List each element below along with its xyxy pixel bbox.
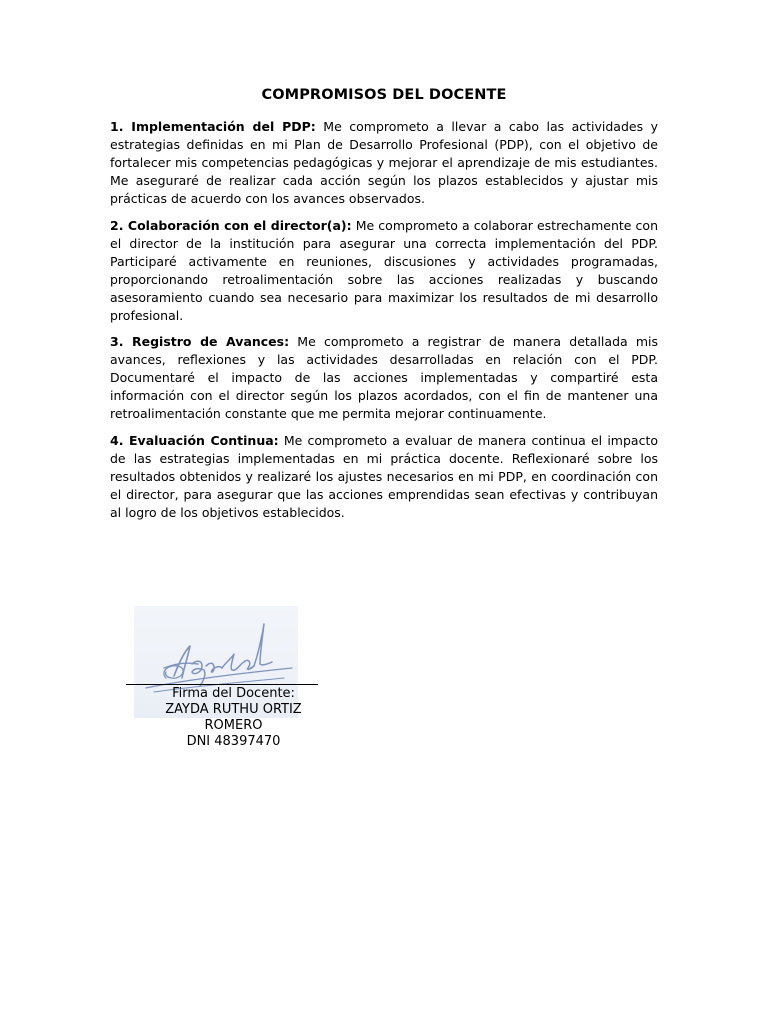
signature-caption: [126, 686, 341, 750]
commitment-heading: 2. Colaboración con el director(a):: [110, 217, 352, 233]
document-title: COMPROMISOS DEL DOCENTE: [261, 87, 507, 103]
commitment-heading: 4. Evaluación Continua:: [110, 432, 279, 448]
commitment-paragraph-3: [110, 333, 658, 423]
commitment-text: Me comprometo a registrar de manera detallada mis avances, reflexiones y las actividades desarrolladas en relación con el PDP. Documentaré el impacto de las acciones implementadas y compartiré esta información con el director según los plazos acordados, con el fin de mantener una retroalimentación constante que me permita mejorar continuamente.: [110, 334, 659, 421]
commitment-paragraph-1: [110, 118, 658, 208]
commitment-text: Me comprometo a evaluar de manera continua el impacto de las estrategias implementadas en mi práctica docente. Reflexionaré sobre los resultados obtenidos y realizaré los ajustes necesarios en mi PDP, en coordinación con el director, para asegurar que las acciones emprendidas sean efectivas y contribuyan al logro de los objetivos establecidos.: [110, 432, 658, 520]
commitment-paragraph-2: [110, 217, 658, 325]
commitment-heading: 1. Implementación del PDP:: [110, 119, 316, 134]
teacher-dni: DNI 48397470: [186, 734, 281, 749]
signature-line: [126, 684, 318, 685]
signature-label: Firma del Docente:: [172, 686, 295, 701]
commitment-text: Me comprometo a llevar a cabo las actividades y estrategias definidas en mi Plan de Desarrollo Profesional (PDP), con el objetivo de fortalecer mis competencias pedagógicas y mejorar el aprendizaje de mis estudiantes. Me aseguraré de realizar cada acción según los plazos establecidos y ajustar mis prácticas de acuerdo con los avances observados.: [110, 119, 658, 206]
teacher-name-line-2: ROMERO: [204, 718, 263, 733]
commitment-text: Me comprometo a colaborar estrechamente con el director de la institución para asegurar una correcta implementación del PDP. Participaré activamente en reuniones, discusiones y actividades programadas, proporcionando retroalimentación sobre las acciones realizadas y buscando asesoramiento cuando sea necesario para maximizar los resultados de mi desarrollo profesional.: [110, 217, 658, 323]
commitment-heading: 3. Registro de Avances:: [110, 334, 290, 349]
document-body: [110, 118, 658, 530]
signature-strokes: [146, 624, 292, 692]
teacher-name-line-1: ZAYDA RUTHU ORTIZ: [165, 702, 302, 717]
signature-block: [126, 606, 322, 756]
commitment-paragraph-4: [110, 432, 658, 522]
